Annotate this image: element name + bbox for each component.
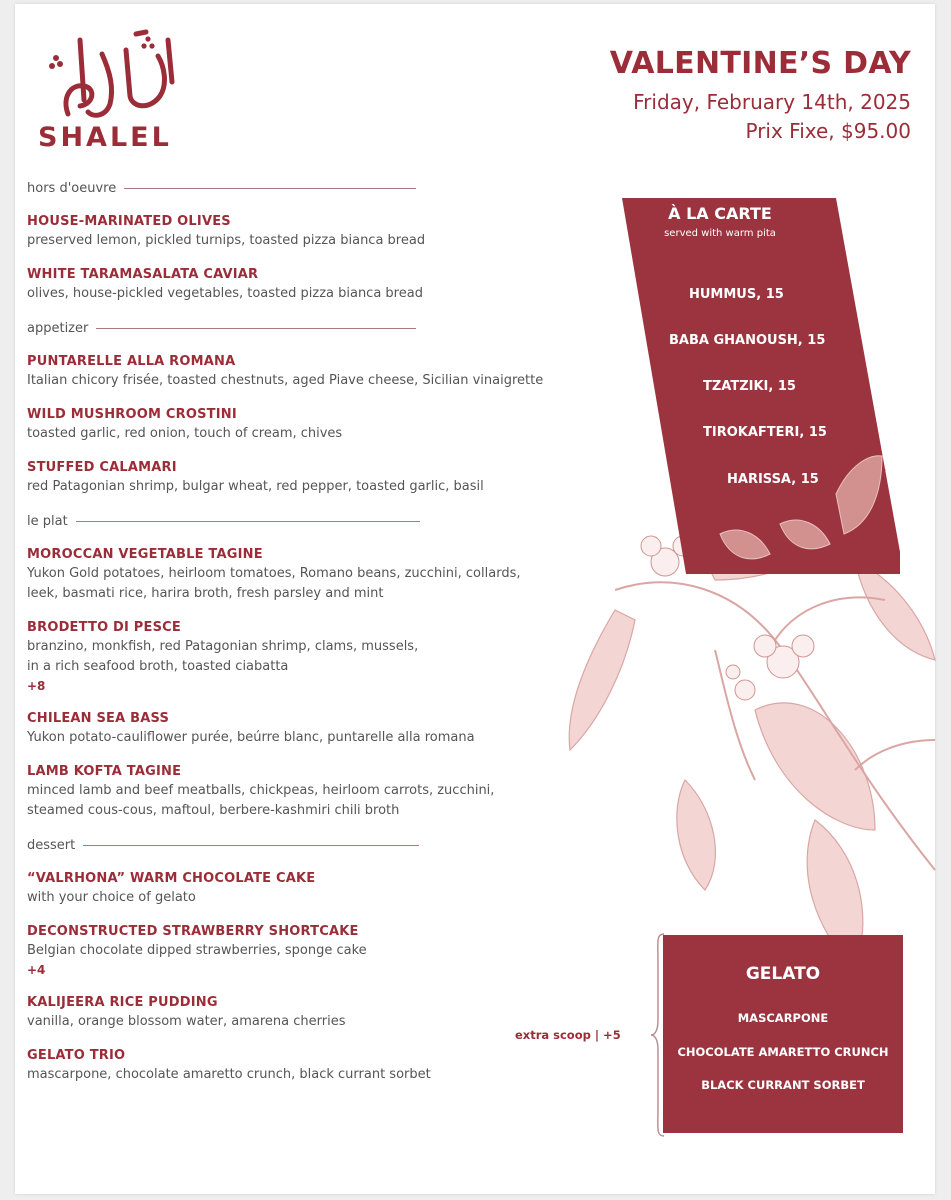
prix-fixe-price: Prix Fixe, $95.00 — [745, 119, 911, 143]
menu-item — [27, 212, 587, 251]
item-description: red Patagonian shrimp, bulgar wheat, red pepper, toasted garlic, basil — [27, 479, 484, 494]
extra-scoop-note: extra scoop | +5 — [515, 1028, 621, 1042]
a-la-carte-item: TZATZIKI, 15 — [703, 379, 796, 394]
section-label: dessert — [27, 837, 76, 853]
item-description: with your choice of gelato — [27, 890, 196, 905]
item-description: branzino, monkfish, red Patagonian shrimp, clams, mussels, — [27, 639, 419, 654]
section-divider — [96, 328, 416, 329]
section-hors-doeuvre — [27, 178, 587, 198]
item-surcharge: +4 — [27, 963, 46, 977]
menu-item — [27, 922, 587, 979]
item-name: WHITE TARAMASALATA CAVIAR — [27, 267, 259, 282]
item-name: BRODETTO DI PESCE — [27, 620, 181, 635]
item-name: LAMB KOFTA TAGINE — [27, 764, 182, 779]
gelato-flavor: BLACK CURRANT SORBET — [701, 1078, 865, 1092]
section-divider — [83, 845, 419, 846]
item-surcharge: +8 — [27, 679, 46, 693]
item-name: “VALRHONA” WARM CHOCOLATE CAKE — [27, 871, 316, 886]
menu-item — [27, 869, 587, 908]
item-name: MOROCCAN VEGETABLE TAGINE — [27, 547, 263, 562]
menu-item — [27, 762, 587, 821]
item-description: minced lamb and beef meatballs, chickpeas, heirloom carrots, zucchini, — [27, 783, 495, 798]
item-description: preserved lemon, pickled turnips, toasted pizza bianca bread — [27, 233, 426, 248]
section-le-plat — [27, 511, 587, 531]
a-la-carte-item: TIROKAFTERI, 15 — [703, 425, 827, 440]
item-description: Belgian chocolate dipped strawberries, sponge cake — [27, 943, 367, 958]
section-appetizer — [27, 318, 587, 338]
menu-item — [27, 993, 587, 1032]
a-la-carte-item: HUMMUS, 15 — [689, 287, 784, 302]
item-description: leek, basmati rice, harira broth, fresh parsley and mint — [27, 586, 384, 601]
gelato-title: GELATO — [745, 964, 821, 984]
item-name: DECONSTRUCTED STRAWBERRY SHORTCAKE — [27, 924, 359, 939]
menu-item — [27, 405, 587, 444]
item-description: Yukon Gold potatoes, heirloom tomatoes, Romano beans, zucchini, collards, — [27, 566, 521, 581]
section-label: appetizer — [27, 320, 89, 336]
item-name: CHILEAN SEA BASS — [27, 711, 170, 726]
menu-item — [27, 1046, 587, 1085]
logo-wordmark: SHALEL — [38, 122, 172, 153]
section-divider — [76, 521, 420, 522]
gelato-flavor: CHOCOLATE AMARETTO CRUNCH — [677, 1045, 889, 1059]
event-date: Friday, February 14th, 2025 — [633, 90, 911, 114]
item-name: GELATO TRIO — [27, 1048, 126, 1063]
item-description: Italian chicory frisée, toasted chestnuts, aged Piave cheese, Sicilian vinaigrette — [27, 373, 544, 388]
item-description: steamed cous-cous, maftoul, berbere-kashmiri chili broth — [27, 803, 400, 818]
a-la-carte-title: À LA CARTE — [668, 204, 772, 223]
menu-item — [27, 265, 587, 304]
section-dessert — [27, 835, 587, 855]
a-la-carte-subtitle: served with warm pita — [664, 228, 776, 239]
menu-item — [27, 709, 587, 748]
menu-item — [27, 618, 587, 695]
item-description: vanilla, orange blossom water, amarena cherries — [27, 1014, 346, 1029]
a-la-carte-item: HARISSA, 15 — [727, 472, 819, 487]
section-divider — [124, 188, 416, 189]
item-description: in a rich seafood broth, toasted ciabatta — [27, 659, 289, 674]
item-name: PUNTARELLE ALLA ROMANA — [27, 354, 236, 369]
menu-item — [27, 545, 587, 604]
section-label: hors d'oeuvre — [27, 180, 117, 196]
menu-list — [27, 178, 587, 1099]
item-description: olives, house-pickled vegetables, toasted pizza bianca bread — [27, 286, 423, 301]
menu-item — [27, 458, 587, 497]
a-la-carte-item: BABA GHANOUSH, 15 — [669, 333, 826, 348]
section-label: le plat — [27, 513, 68, 529]
item-name: STUFFED CALAMARI — [27, 460, 177, 475]
item-name: WILD MUSHROOM CROSTINI — [27, 407, 237, 422]
menu-item — [27, 352, 587, 391]
shalel-logo-icon — [40, 26, 190, 122]
item-name: KALIJEERA RICE PUDDING — [27, 995, 218, 1010]
gelato-flavor: MASCARPONE — [737, 1011, 829, 1025]
item-description: mascarpone, chocolate amaretto crunch, black currant sorbet — [27, 1067, 431, 1082]
page-title: VALENTINE’S DAY — [609, 46, 911, 81]
item-name: HOUSE-MARINATED OLIVES — [27, 214, 231, 229]
item-description: toasted garlic, red onion, touch of cream, chives — [27, 426, 343, 441]
item-description: Yukon potato-cauliflower purée, beúrre blanc, puntarelle alla romana — [27, 730, 475, 745]
